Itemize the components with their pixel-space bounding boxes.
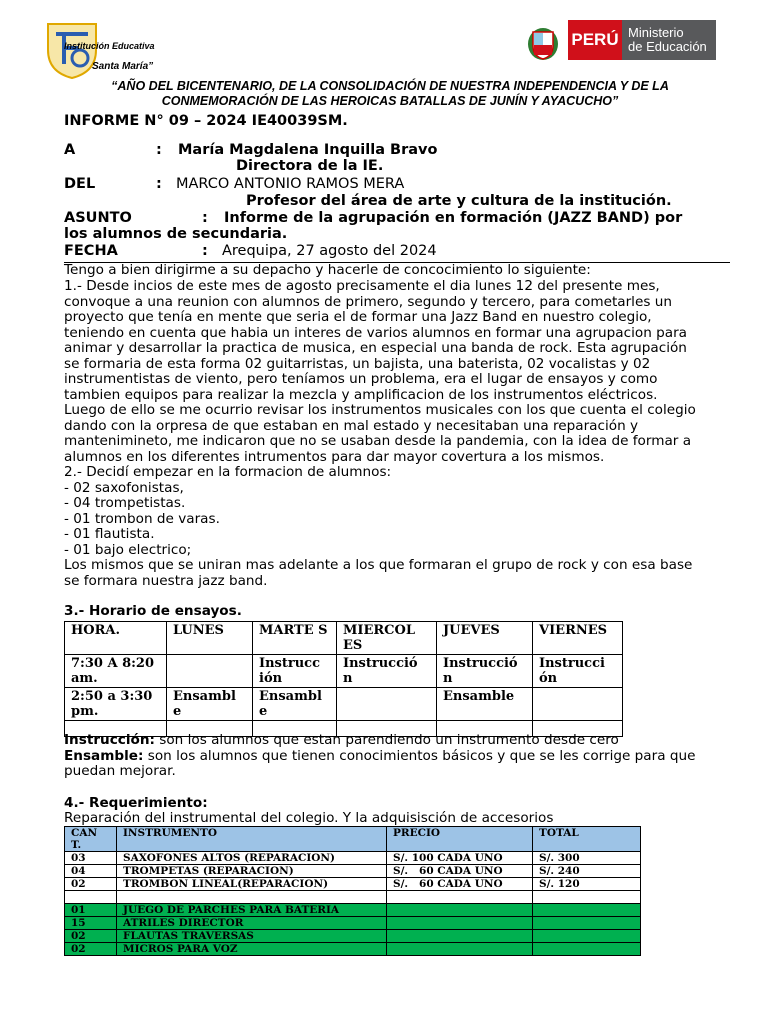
list-item: - 01 bajo electrico; [64,541,192,558]
year-motto [60,79,720,109]
p2-line: alumnos en los diferentes intrumentos para dar mayor covertura a los mismos. [64,448,605,465]
p1-line: instrumentistas de viento, pero teníamos un problema, era el lugar de ensayos y como [64,371,658,387]
table-cell: 01 [65,904,117,917]
table-cell [117,891,387,904]
to-colon: : [156,142,162,158]
table-header-cell: PRECIO [387,827,533,852]
schedule-table [64,621,623,737]
table-cell [533,917,641,930]
paragraph-3 [64,465,730,558]
paragraph-4 [64,558,730,589]
table-cell: 02 [65,930,117,943]
p1-line: proyecto que tenía en mente que seria el de formar una Jazz Band en nuestro colegio, [64,309,652,325]
institution-line1: Institución Educativa [64,41,155,51]
ministry-line1: Ministerio [628,25,684,40]
table-cell: 15 [65,917,117,930]
date-value: Arequipa, 27 agosto del 2024 [222,243,437,259]
p4-line: Los mismos que se uniran mas adelante a los que formaran el grupo de rock y con esa base [64,557,693,573]
subject-line1: Informe de la agrupación en formación (JAZZ BAND) por [224,210,683,226]
date-label: FECHA [64,243,118,259]
table-cell: Ensamble [437,688,533,721]
table-row [65,917,641,930]
table-cell: Instrucci ón [533,655,623,688]
p1-line: tambien equipos para realizar la mezcla y amplificacion de los instrumentos eléctricos. [64,386,658,403]
ministry-line2: de Educación [628,39,707,54]
table-cell: 03 [65,852,117,865]
definition-term: Instrucción: [64,732,155,748]
from-role: Profesor del área de arte y cultura de la institución. [246,193,672,209]
table-cell: S/. 120 [533,878,641,891]
to-name: María Magdalena Inquilla Bravo [178,142,438,158]
p2-line: dando con la orpresa de que estaban en mal estado y necesitaban una reparación y [64,417,639,434]
definition-text: son los alumnos que estan parendiendo un instrumento desde cero [154,732,619,748]
table-row [65,904,641,917]
table-cell: TROMBON LINEAL(REPARACION) [117,878,387,891]
paragraph-1 [64,279,730,403]
definition-text: son los alumnos que tienen conocimientos básicos y que se les corrige para que [143,747,696,764]
p1-line: 1.- Desde incios de este mes de agosto precisamente el dia lunes 12 del presente mes, [64,278,660,294]
to-role: Directora de la IE. [236,158,384,174]
requirement-subheading: Reparación del instrumental del colegio. Y la adquisisción de accesorios [64,810,554,826]
table-cell: Ensambl e [253,688,337,721]
table-header-cell: INSTRUMENTO [117,827,387,852]
national-shield-icon [526,24,560,62]
table-header-cell: HORA. [65,622,167,655]
table-header-row [65,827,641,852]
table-cell [65,891,117,904]
table-row [65,891,641,904]
table-cell: Instrucció n [437,655,533,688]
p1-line: se formaria de esta forma 02 guitarristas, un bajista, una baterista, 02 vocalistas y 02 [64,355,651,372]
p1-line: animar y desarrollar la practica de musica, en especial una banda de rock. Esta agrupación [64,340,687,356]
table-cell [533,930,641,943]
table-cell: 02 [65,878,117,891]
table-cell: 02 [65,943,117,956]
table-cell [387,891,533,904]
table-cell: TROMPETAS (REPARACION) [117,865,387,878]
table-header-cell: JUEVES [437,622,533,655]
table-cell: S/. 100 CADA UNO [387,852,533,865]
table-header-cell: LUNES [167,622,253,655]
list-item: - 02 saxofonistas, [64,479,184,496]
table-cell [337,688,437,721]
table-cell: Ensambl e [167,688,253,721]
definition-text: puedan mejorar. [64,763,176,779]
from-label: DEL [64,176,96,192]
table-row [65,655,623,688]
table-cell: ATRILES DIRECTOR [117,917,387,930]
table-cell: S/. 240 [533,865,641,878]
table-header-cell: CAN T. [65,827,117,852]
table-row [65,688,623,721]
table-row [65,943,641,956]
list-item: - 01 trombon de varas. [64,510,220,527]
table-header-cell: MIERCOL ES [337,622,437,655]
table-cell [167,655,253,688]
table-cell: SAXOFONES ALTOS (REPARACION) [117,852,387,865]
table-cell [387,904,533,917]
requirement-heading: 4.- Requerimiento: [64,795,208,811]
table-row [65,865,641,878]
table-cell [387,943,533,956]
table-cell: S/. 60 CADA UNO [387,878,533,891]
table-cell [533,904,641,917]
institution-line2: Santa María” [92,61,154,72]
to-label: A [64,142,76,158]
table-cell: FLAUTAS TRAVERSAS [117,930,387,943]
table-cell [533,688,623,721]
subject-label: ASUNTO [64,210,132,226]
requirement-table [64,826,641,956]
paragraph-2 [64,403,730,465]
table-row [65,852,641,865]
date-colon: : [202,243,208,259]
p4-line: se formara nuestra jazz band. [64,572,268,589]
table-cell [533,943,641,956]
table-cell [533,891,641,904]
table-cell: 7:30 A 8:20 am. [65,655,167,688]
definitions [64,733,730,780]
table-cell: Instrucció n [337,655,437,688]
p2-line: mantenimineto, me indicaron que no se usaban desde la pandemia, con la idea de formar a [64,433,692,449]
table-cell [387,917,533,930]
from-name: MARCO ANTONIO RAMOS MERA [176,176,405,192]
p3-heading: 2.- Decidí empezar en la formacion de alumnos: [64,464,392,480]
table-cell: 04 [65,865,117,878]
definition-ensamble [64,749,730,765]
peru-badge: PERÚ [568,20,622,60]
subject-line2: los alumnos de secundaria. [64,226,288,242]
table-row [65,930,641,943]
table-cell: S/. 300 [533,852,641,865]
table-cell: MICROS PARA VOZ [117,943,387,956]
definition-instruccion [64,733,730,749]
subject-colon: : [202,210,208,226]
from-colon: : [156,176,162,192]
table-header-cell: TOTAL [533,827,641,852]
table-header-cell: MARTE S [253,622,337,655]
p1-line: convoque a una reunion con alumnos de primero, segundo y tercero, para cometarles un [64,293,672,310]
schedule-heading: 3.- Horario de ensayos. [64,603,242,619]
motto-line2: CONMEMORACIÓN DE LAS HEROICAS BATALLAS DE JUNÍN Y AYACUCHO” [161,94,619,108]
intro-paragraph: Tengo a bien dirigirme a su depacho y hacerle de concocimiento lo siguiente: [64,262,591,278]
table-cell: S/. 60 CADA UNO [387,865,533,878]
p1-line: teniendo en cuenta que habia un interes de varios alumnos en formar una agrupacion para [64,324,688,341]
report-title: INFORME N° 09 – 2024 IE40039SM. [64,113,348,129]
table-cell: Instrucc ión [253,655,337,688]
list-item: - 01 flautista. [64,526,155,542]
table-cell [387,930,533,943]
table-header-cell: VIERNES [533,622,623,655]
ministry-badge [622,20,716,60]
list-item: - 04 trompetistas. [64,495,186,511]
motto-line1: “AÑO DEL BICENTENARIO, DE LA CONSOLIDACIÓN DE NUESTRA INDEPENDENCIA Y DE LA [111,79,669,93]
table-cell: 2:50 a 3:30 pm. [65,688,167,721]
table-row [65,878,641,891]
table-header-row [65,622,623,655]
table-cell: JUEGO DE PARCHES PARA BATERIA [117,904,387,917]
definition-term: Ensamble: [64,747,144,764]
p2-line: Luego de ello se me ocurrio revisar los instrumentos musicales con los que cuenta el colegio [64,402,696,418]
